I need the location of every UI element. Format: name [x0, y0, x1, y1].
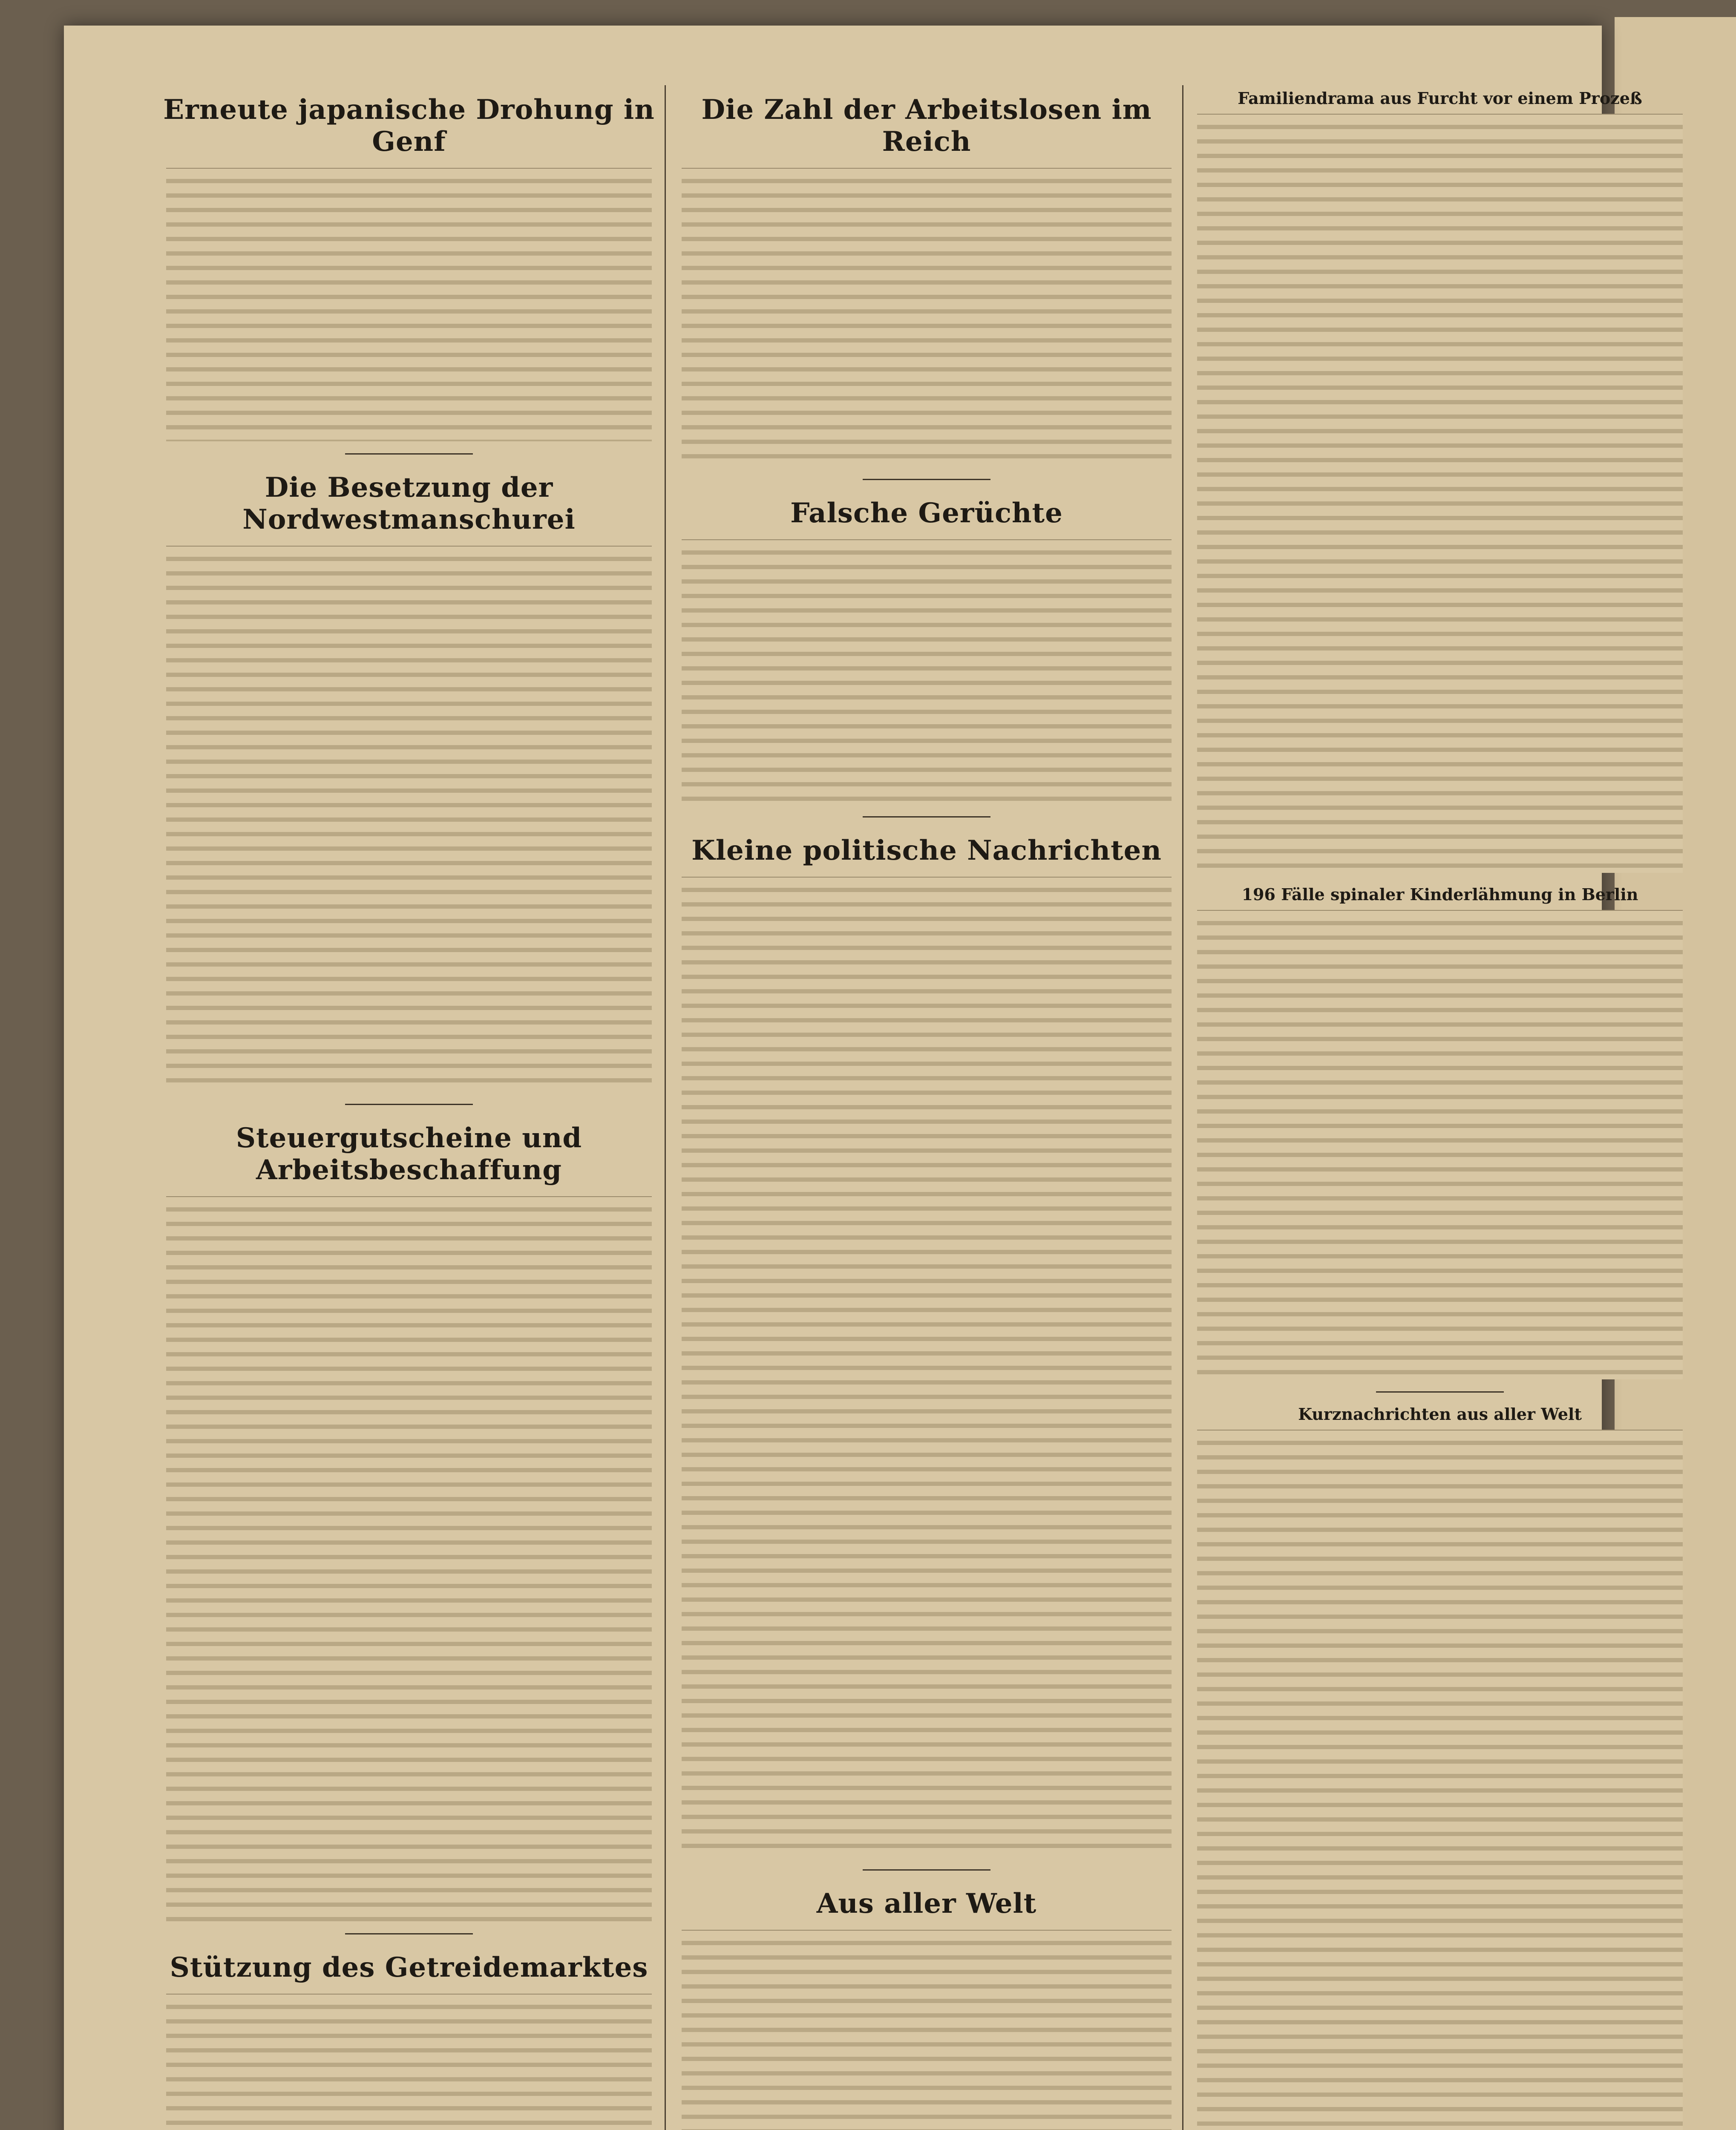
headline: Die Zahl der Arbeitslosen im Reich	[701, 94, 1152, 158]
subheadline: Familiendrama aus Furcht vor einem Prozeß	[1238, 89, 1642, 108]
column-rule	[665, 85, 666, 2130]
article-body-placeholder	[682, 168, 1172, 467]
headline: Aus aller Welt	[816, 1888, 1037, 1920]
subheadline: Kurznachrichten aus aller Welt	[1298, 1405, 1582, 1424]
headline: Stützung des Getreidemarktes	[170, 1952, 648, 1983]
headline: Falsche Gerüchte	[790, 497, 1063, 529]
column-1	[162, 77, 656, 2130]
article-body-placeholder	[682, 1930, 1172, 2130]
subheadline: 196 Fälle spinaler Kinderlähmung in Berlin	[1241, 885, 1638, 904]
newspaper-page	[64, 26, 1642, 2130]
article-body-placeholder	[166, 546, 652, 1092]
column-rule	[1182, 85, 1183, 2130]
headline: Kleine politische Nachrichten	[691, 835, 1162, 866]
article-body-placeholder	[1197, 1430, 1683, 2130]
column-2	[677, 77, 1176, 2130]
article-body-placeholder	[682, 539, 1172, 804]
article-body-placeholder	[166, 1994, 652, 2130]
headline: Erneute japanische Drohung in Genf	[163, 94, 655, 158]
headline: Die Besetzung der Nordwestmanschurei	[242, 472, 576, 535]
article-body-placeholder	[1197, 910, 1683, 1379]
article-body-placeholder	[166, 1196, 652, 1921]
column-3	[1193, 77, 1687, 2130]
article-body-placeholder	[166, 168, 652, 441]
article-body-placeholder	[682, 877, 1172, 1857]
article-body-placeholder	[1197, 114, 1683, 873]
headline: Steuergutscheine und Arbeitsbeschaffung	[236, 1122, 582, 1186]
